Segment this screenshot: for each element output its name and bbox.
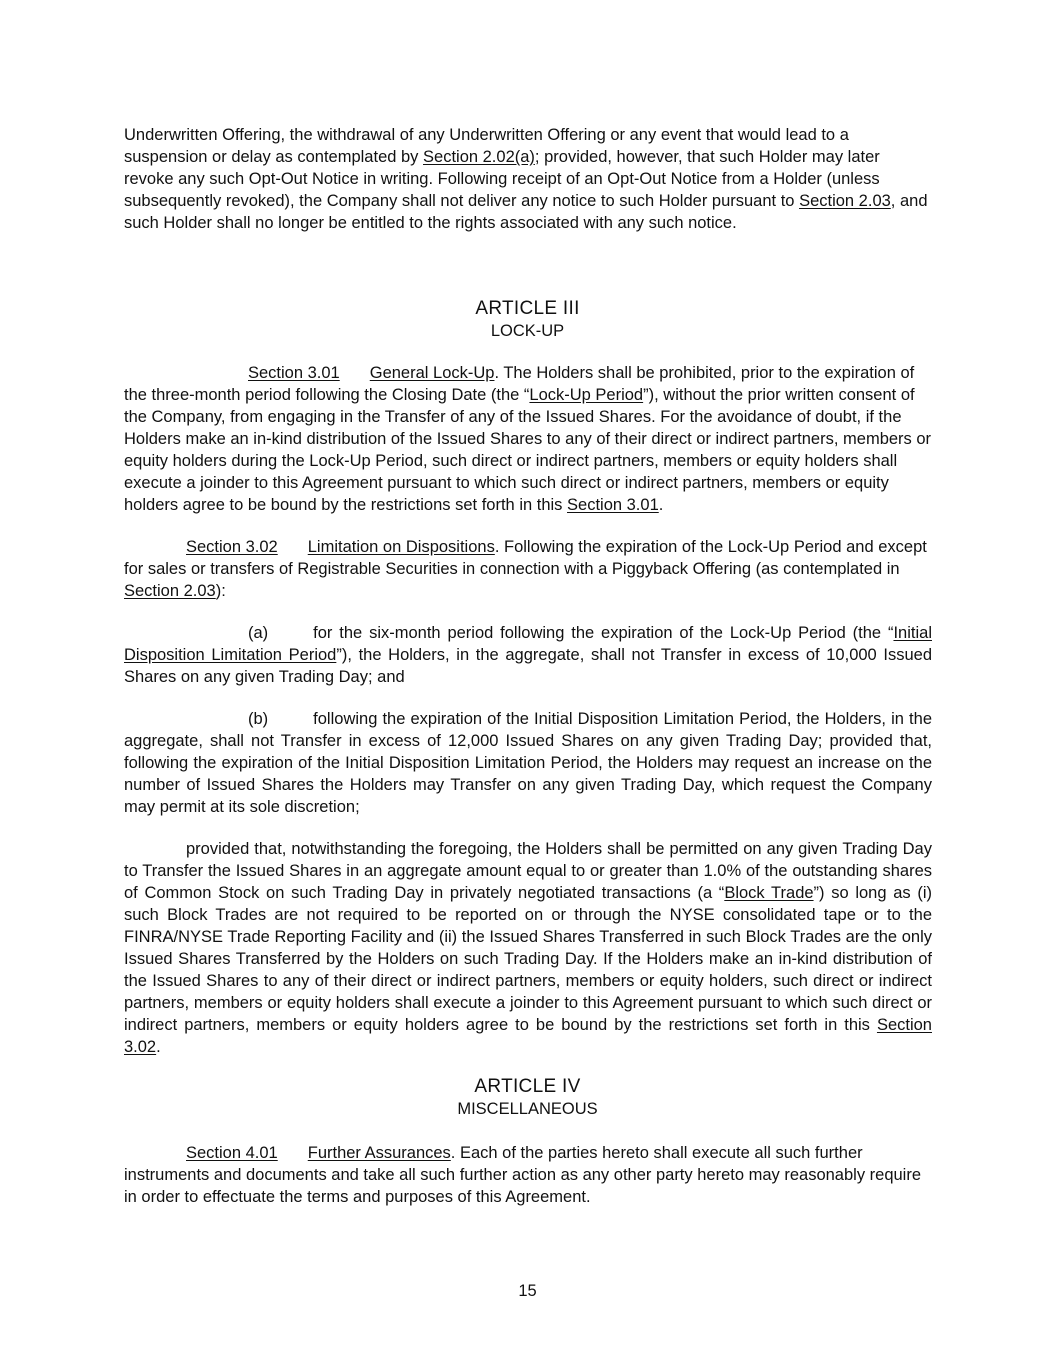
article-4-subtitle: MISCELLANEOUS [457, 1100, 598, 1118]
text: ; provided, however, that such Holder may later revoke any such Opt-Out Notice in writing. Following receipt of an Opt-Out Notice from a Holder (unless subsequently revoked), the Company shall not deliver any notice to such Holder pursuant to [124, 148, 880, 210]
section-3-01 [124, 362, 932, 516]
text: ”) so long as (i) such Block Trades are not required to be reported on or through the NYSE consolidated tape or to the FINRA/NYSE Trade Reporting Facility and (ii) the Issued Shares Transferred in such Block Trades are the only Issued Shares Transferred by the Holders on such Trading Day. If the Holders make an in-kind distribution of the Issued Shares to any of their direct or indirect partners, members or equity holders, such direct or indirect partners, members or equity holders shall execute a joinder to this Agreement pursuant to which such direct or indirect partners, members or equity holders agree to be bound by the restrictions set forth in this [124, 884, 932, 1034]
section-title: General Lock-Up [369, 364, 495, 382]
section-reference: Section 3.01 [567, 496, 659, 514]
section-4-01 [124, 1142, 932, 1208]
text: . [658, 496, 664, 514]
text: Underwritten Offering, the withdrawal of any Underwritten Offering or any event that would lead to a suspension or delay as contemplated by [124, 126, 849, 166]
section-title: Limitation on Dispositions [307, 538, 495, 556]
proviso-paragraph [124, 838, 932, 1058]
article-3-subtitle: LOCK-UP [490, 322, 565, 340]
text: ): [215, 582, 226, 600]
section-reference: Section 3.02 [124, 1016, 932, 1056]
text: ”), without the prior written consent of the Company, from engaging in the Transfer of any of the Issued Shares. For the avoidance of doubt, if the Holders make an in-kind distribution of the Issued Shares to any of their direct or indirect partners, members or equity holders during the Lock-Up Period, such direct or indirect partners, members or equity holders shall execute a joinder to this Agreement pursuant to which such direct or indirect partners, members or equity holders agree to be bound by the restrictions set forth in this [124, 386, 932, 514]
text: . The Holders shall be prohibited, prior to the expiration of the three-month period following the Closing Date (the “ [124, 364, 915, 404]
defined-term: Initial Disposition Limitation Period [124, 624, 932, 664]
text: for the six-month period following the expiration of the Lock-Up Period (the “ [313, 624, 894, 642]
text: provided that, notwithstanding the foregoing, the Holders shall be permitted on any given Trading Day to Transfer the Issued Shares in an aggregate amount equal to or greater than 1.0% of the outstanding shares of Common Stock on such Trading Day in privately negotiated transactions (a “ [124, 840, 932, 902]
clause-b [124, 708, 932, 818]
clause-a [124, 622, 932, 688]
text: ”), the Holders, in the aggregate, shall not Transfer in excess of 10,000 Issued Shares on any given Trading Day; and [124, 646, 932, 686]
page-number: 15 [518, 1282, 537, 1300]
article-3-title: ARTICLE III [475, 298, 580, 319]
section-reference: Section 2.03 [799, 192, 891, 210]
article-4-title: ARTICLE IV [474, 1076, 581, 1097]
section-number: Section 3.01 [248, 364, 340, 382]
section-number: Section 4.01 [186, 1144, 278, 1162]
text: . Following the expiration of the Lock-Up Period and except for sales or transfers of Registrable Securities in connection with a Piggyback Offering (as contemplated in [124, 538, 927, 578]
text: following the expiration of the Initial Disposition Limitation Period, the Holders, in the aggregate, shall not Transfer in excess of 12,000 Issued Shares on any given Trading Day; provided that, following the expiration of the Initial Disposition Limitation Period, the Holders may request an increase on the number of Issued Shares the Holders may Transfer on any given Trading Day, which request the Company may permit at its sole discretion; [124, 710, 932, 816]
section-title: Further Assurances [307, 1144, 451, 1162]
clause-label: (a) [248, 624, 269, 642]
intro-paragraph [124, 124, 932, 234]
text: , and such Holder shall no longer be entitled to the rights associated with any such notice. [124, 192, 928, 232]
clause-label: (b) [248, 710, 269, 728]
section-reference: Section 2.02(a) [423, 148, 535, 166]
defined-term: Lock-Up Period [529, 386, 644, 404]
defined-term: Block Trade [724, 884, 814, 902]
section-reference: Section 2.03 [124, 582, 216, 600]
text: . Each of the parties hereto shall execute all such further instruments and documents and take all such further action as any other party hereto may reasonably require in order to effectuate the terms and purposes of this Agreement. [124, 1144, 922, 1206]
text: . [156, 1038, 161, 1056]
section-3-02 [124, 536, 932, 602]
section-number: Section 3.02 [186, 538, 278, 556]
